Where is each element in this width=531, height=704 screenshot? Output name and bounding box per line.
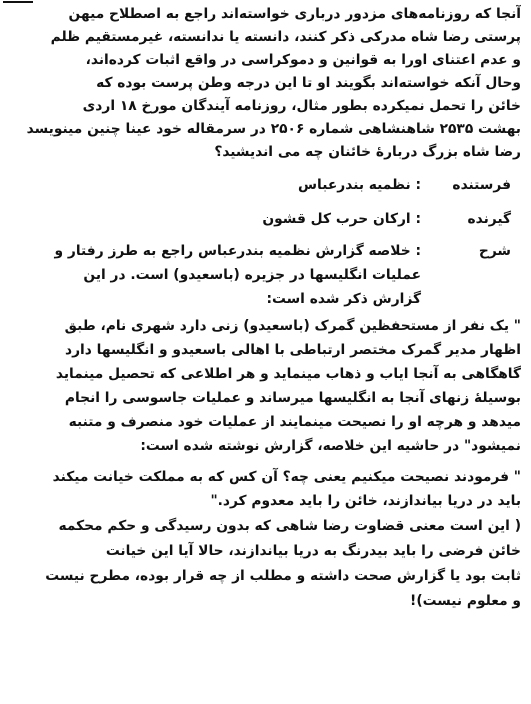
paragraph-1-line: و عدم اعتنای اورا به قوانین و دموکراسی در واقع اثبات کرده‌اند، [85, 52, 521, 68]
paragraph-2-line: و معلوم نیست)! [410, 593, 521, 609]
quote-1-line: میدهد و هرچه او را نصیحت مینمایند از عملیات خود منصرف و متنبه [68, 414, 521, 430]
paragraph-1-line: رضا شاه بزرگ دربارهٔ خائنان چه می اندیشید؟ [214, 144, 521, 160]
quote-1-line: بوسیلهٔ زنهای آنجا به انگلیسها میرساند و عملیات جاسوسی را انجام [64, 390, 521, 406]
memo-description-line: عملیات انگلیسها در جزیره (باسعیدو) است. در این [83, 267, 421, 283]
memo-recipient-value: : ارکان حرب کل قشون [262, 211, 421, 227]
quote-1-line: نمیشود" در حاشیه این خلاصه، گزارش نوشته شده است: [140, 438, 521, 454]
memo-sender-value: : نظمیه بندرعباس [298, 177, 421, 193]
quote-1-line: اظهار مدیر گمرک مختصر ارتباطی با اهالی باسعیدو و انگلیسها دارد [65, 342, 521, 358]
paragraph-1-line: وحال آنکه خواسته‌اند بگویند او تا این درجه وطن پرست بوده که [96, 75, 521, 91]
paragraph-1-line: آنجا که روزنامه‌های مزدور درباری خواسته‌اند راجع به اصطلاح میهن [68, 6, 521, 22]
memo-description-line: گزارش ذکر شده است: [266, 291, 421, 307]
paragraph-1-line: خائن را تحمل نمیکرده بطور مثال، روزنامه آیندگان مورخ ۱۸ اردی [82, 98, 521, 114]
quote-1-line: گاهگاهی به آنجا ایاب و ذهاب مینماید و هر اطلاعی که تحصیل مینماید [55, 366, 521, 382]
memo-description-line: : خلاصه گزارش نظمیه بندرعباس راجع به طرز رفتار و [54, 243, 421, 259]
paragraph-2-line: ثابت بود یا گزارش صحت داشته و مطلب از چه قرار بوده، مطرح نیست [45, 568, 521, 584]
memo-description-label: شرح [478, 243, 511, 259]
paragraph-1-line: پرستی رضا شاه مدرکی ذکر کنند، دانسته یا ندانسته، غیرمستقیم ظلم [50, 29, 521, 45]
memo-recipient-label: گیرنده [467, 211, 511, 227]
memo-sender-label: فرستنده [452, 177, 511, 193]
quote-2-line: باید در دریا بیاندازند، خائن را باید معدوم کرد." [210, 493, 521, 509]
paragraph-2-line: ( این است معنی قضاوت رضا شاهی که بدون رسیدگی و حکم محکمه [58, 518, 521, 534]
paragraph-1-line: بهشت ۲۵۳۵ شاهنشاهی شماره ۲۵۰۶ در سرمقاله خود عینا چنین مینویسد [26, 121, 521, 137]
quote-1-line: " یک نفر از مستحفظین گمرک (باسعیدو) زنی دارد شهری نام، طبق [64, 318, 521, 334]
paragraph-2-line: خائن فرضی را باید بیدرنگ به دریا بیاندازند، حالا آیا این خیانت [105, 543, 521, 559]
quote-2-line: " فرمودند نصیحت میکنیم یعنی چه؟ آن کس که به مملکت خیانت میکند [52, 469, 521, 485]
